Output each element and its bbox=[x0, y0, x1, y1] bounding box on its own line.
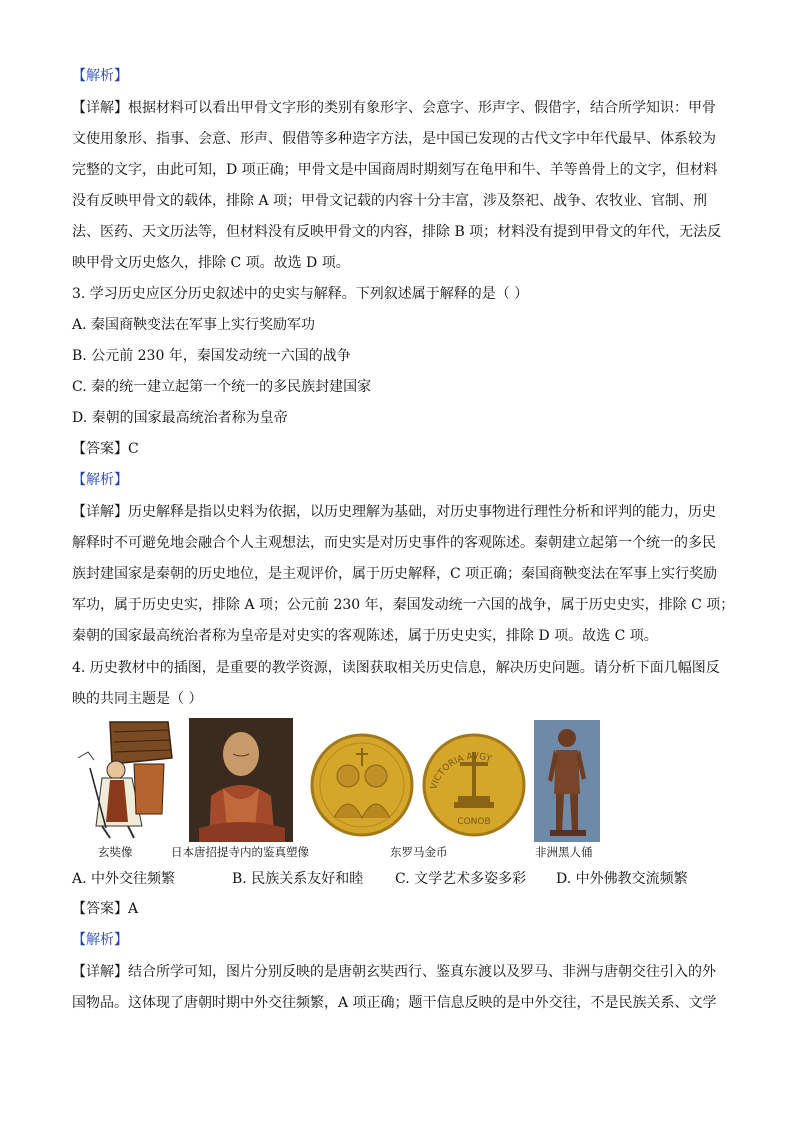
question-4-stem: 4. 历史教材中的插图，是重要的教学资源，读图获取相关历史信息，解决历史问题。请分析下面几幅图反 bbox=[72, 660, 720, 676]
option-b: B. 民族关系友好和睦 bbox=[232, 871, 364, 887]
option-a: A. 中外交往频繁 bbox=[72, 871, 176, 887]
caption-coin: 东罗马金币 bbox=[390, 845, 448, 859]
answer-label: 【答案】C bbox=[72, 441, 139, 457]
option-c: C. 文学艺术多姿多彩 bbox=[395, 871, 527, 887]
answer-label: 【答案】A bbox=[72, 901, 139, 917]
question-3-stem: 3. 学习历史应区分历史叙述中的史实与解释。下列叙述属于解释的是（ ） bbox=[72, 286, 529, 302]
detail-line: 解释时不可避免地会融合个人主观想法，而史实是对历史事件的客观陈述。秦朝建立起第一个统一的多民 bbox=[72, 535, 716, 551]
option-d: D. 中外佛教交流频繁 bbox=[556, 871, 688, 887]
detail-line: 没有反映甲骨文的载体，排除 A 项；甲骨文记载的内容十分丰富，涉及祭祀、战争、农牧业、官制、刑 bbox=[72, 193, 708, 209]
detail-line: 国物品。这体现了唐朝时期中外交往频繁，A 项正确；题干信息反映的是中外交往，不是民族关系、文学 bbox=[72, 995, 717, 1011]
detail-line: 法、医药、天文历法等，但材料没有反映甲骨文的内容，排除 B 项；材料没有提到甲骨文的年代，无法反 bbox=[72, 224, 722, 240]
detail-line: 【详解】结合所学可知，图片分别反映的是唐朝玄奘西行、鉴真东渡以及罗马、非洲与唐朝交往引入的外 bbox=[72, 964, 716, 980]
coin-legend-text: VICTORIA AVGY bbox=[429, 751, 493, 791]
option-b: B. 公元前 230 年，秦国发动统一六国的战争 bbox=[72, 348, 351, 364]
option-c: C. 秦的统一建立起第一个统一的多民族封建国家 bbox=[72, 379, 372, 395]
analysis-label: 【解析】 bbox=[72, 472, 128, 488]
detail-line: 【详解】历史解释是指以史料为依据，以历史理解为基础，对历史事物进行理性分析和评判的能力，历史 bbox=[72, 504, 716, 520]
option-d: D. 秦朝的国家最高统治者称为皇帝 bbox=[72, 410, 288, 426]
detail-line: 文使用象形、指事、会意、形声、假借等多种造字方法，是中国已发现的古代文字中年代最早、体系较为 bbox=[72, 131, 716, 147]
detail-line: 映甲骨文历史悠久，排除 C 项。故选 D 项。 bbox=[72, 255, 350, 271]
detail-line: 秦朝的国家最高统治者称为皇帝是对史实的客观陈述，属于历史史实，排除 D 项。故选 C 项。 bbox=[72, 628, 658, 644]
byzantine-coin-image bbox=[310, 730, 526, 840]
jianzhen-statue-image bbox=[189, 718, 293, 842]
detail-line: 军功，属于历史史实，排除 A 项；公元前 230 年，秦国发动统一六国的战争，属于历史史实，排除 C 项； bbox=[72, 597, 735, 613]
detail-line: 【详解】根据材料可以看出甲骨文字形的类别有象形字、会意字、形声字、假借字，结合所学知识：甲骨 bbox=[72, 100, 716, 116]
caption-xuanzang: 玄奘像 bbox=[98, 845, 133, 859]
african-figurine-image bbox=[534, 720, 600, 842]
detail-line: 族封建国家是秦朝的历史地位，是主观评价，属于历史解释，C 项正确；秦国商鞅变法在军事上实行奖励 bbox=[72, 566, 718, 582]
coin-bottom-text: CONOB bbox=[457, 817, 491, 827]
detail-line: 完整的文字，由此可知，D 项正确；甲骨文是中国商周时期刻写在龟甲和牛、羊等兽骨上的文字，但材料 bbox=[72, 162, 718, 178]
caption-jianzhen: 日本唐招提寺内的鉴真塑像 bbox=[171, 845, 309, 859]
xuanzang-image bbox=[72, 718, 176, 840]
analysis-label: 【解析】 bbox=[72, 68, 128, 84]
caption-figurine: 非洲黑人俑 bbox=[535, 845, 593, 859]
option-a: A. 秦国商鞅变法在军事上实行奖励军功 bbox=[72, 317, 316, 333]
question-4-stem: 映的共同主题是（ ） bbox=[72, 691, 203, 707]
analysis-label: 【解析】 bbox=[72, 932, 128, 948]
